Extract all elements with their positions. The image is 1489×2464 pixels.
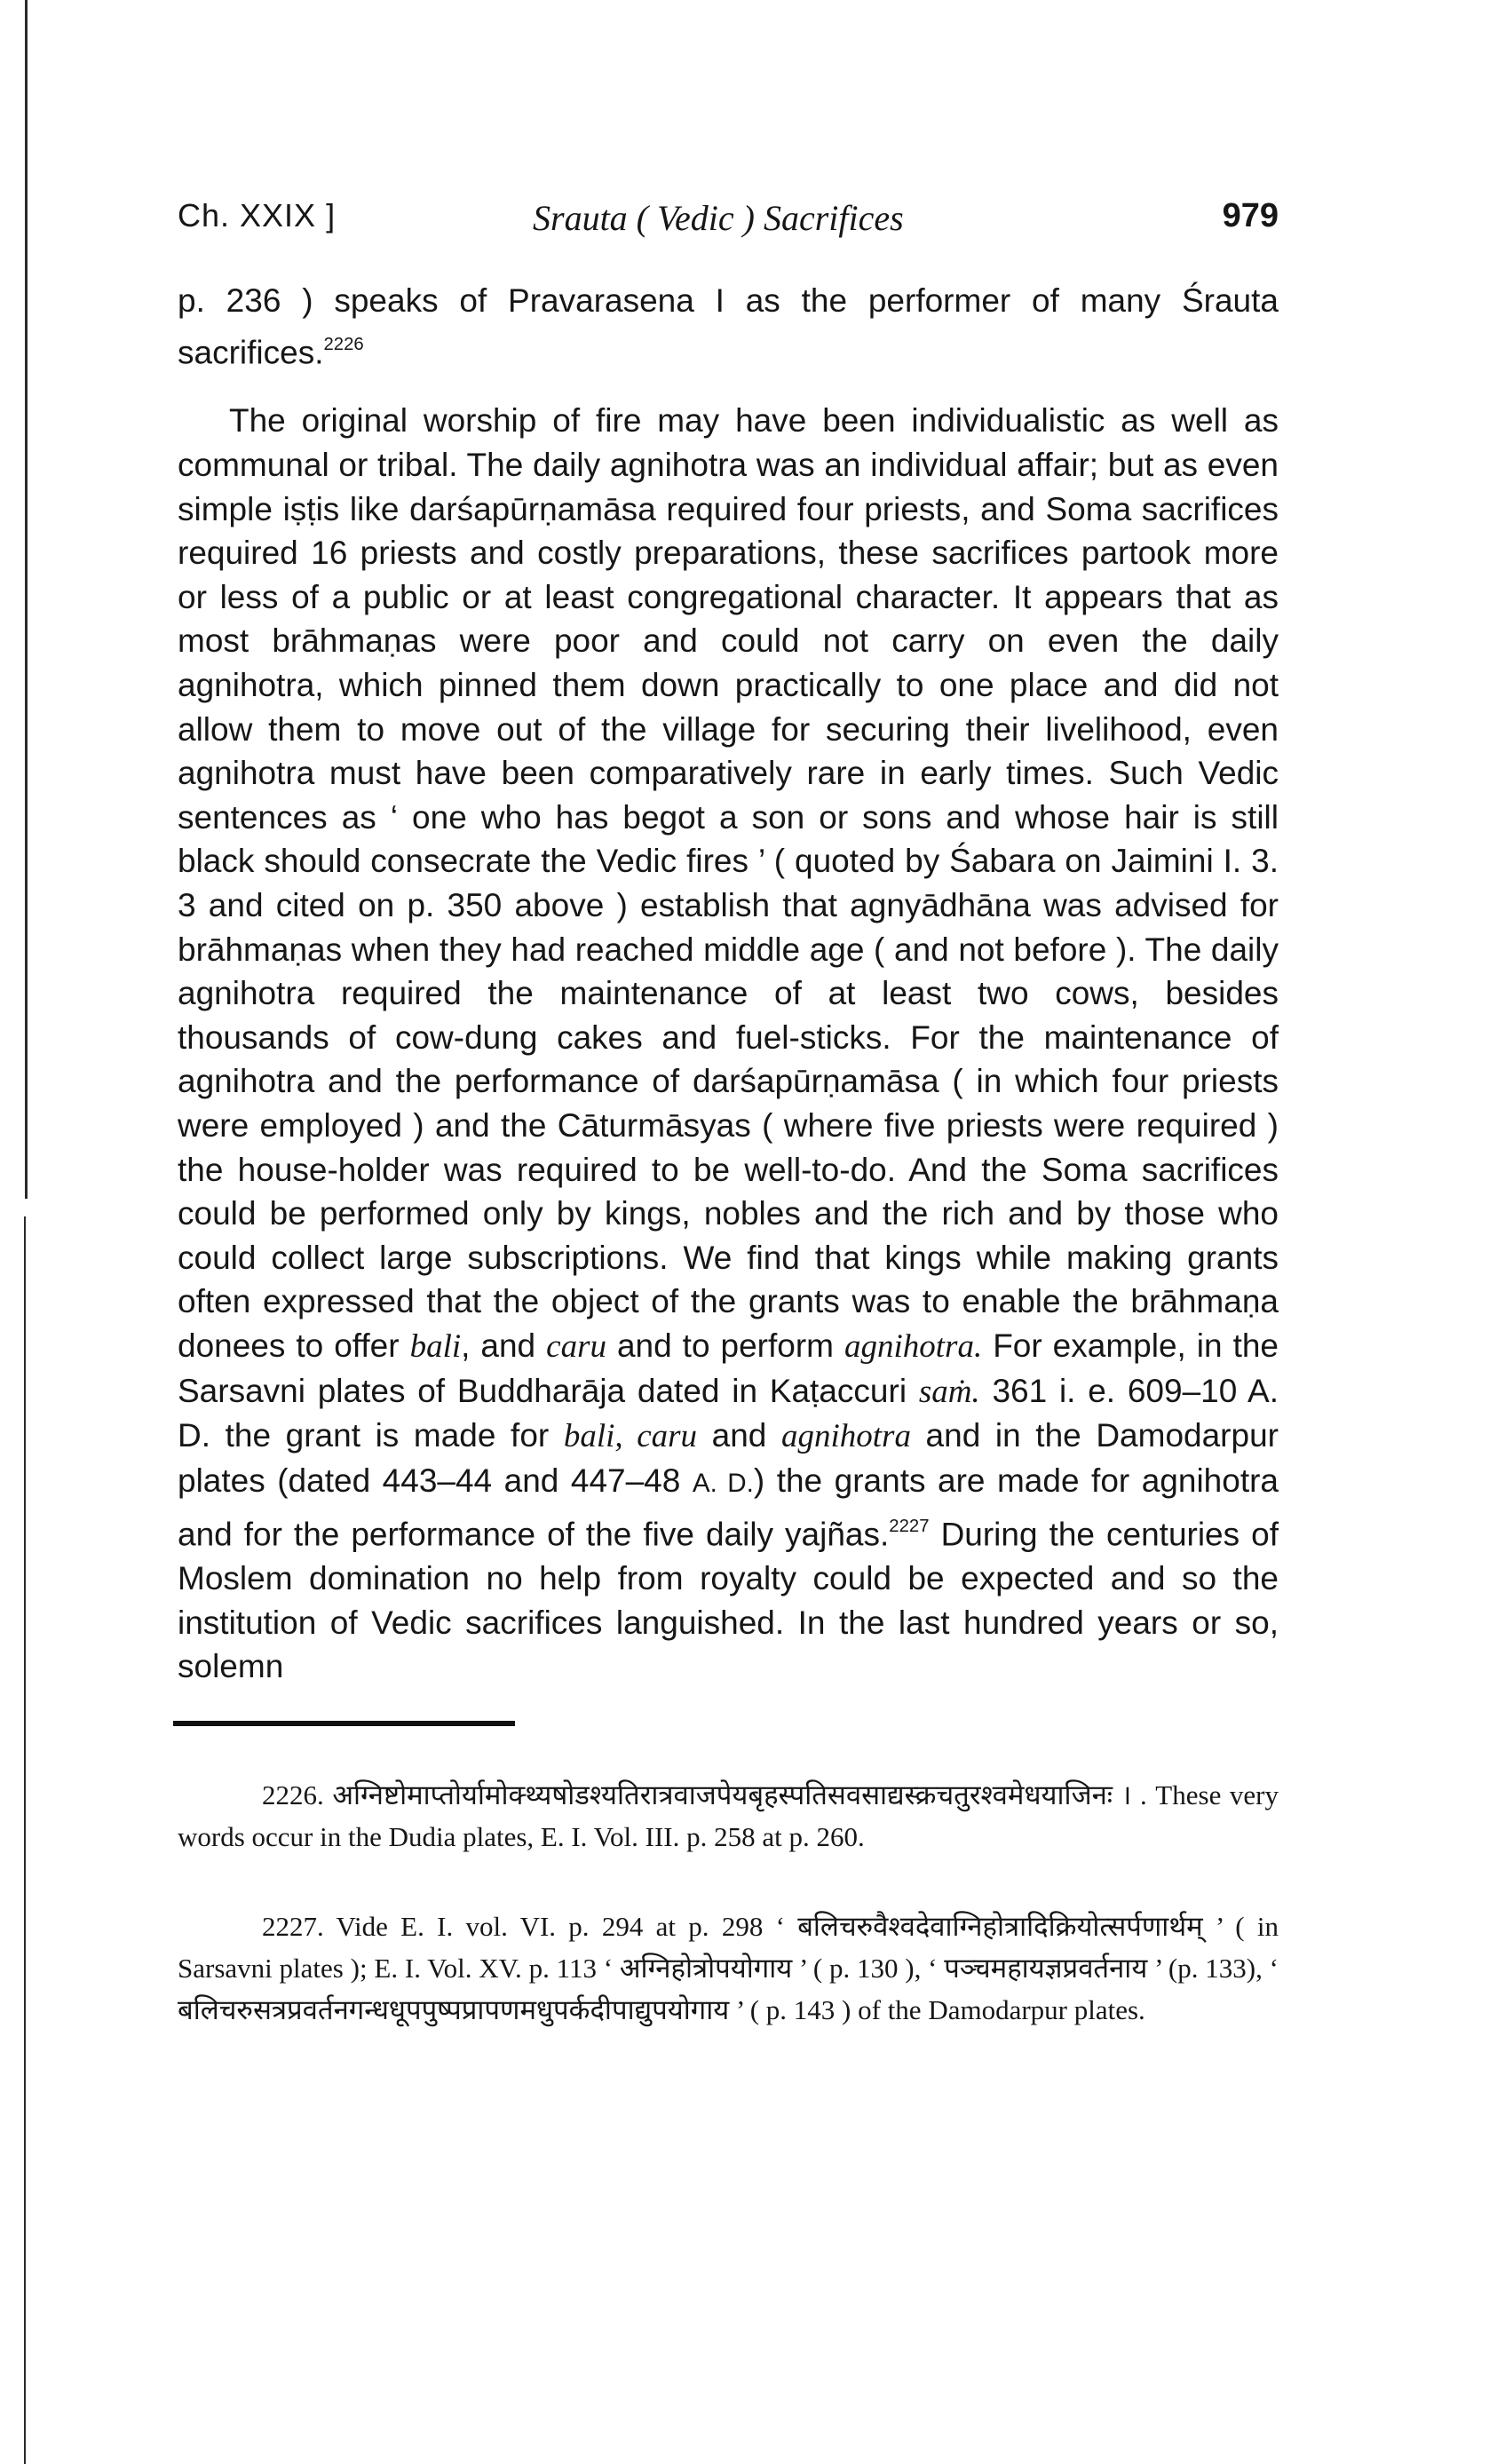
footnote-text: अग्निष्टोमाप्तोर्यामोक्थ्यषोडश्यतिरात्रवाजपेयबृहस्पतिसवसाद्यस्क्रचतुरश्वमेधयाजिनः । . These very words occur in the Dudia plates, E. I. Vol. III. p. 258 at p. 260.	[178, 1779, 1279, 1852]
footnote-ref-2226: 2226	[323, 334, 364, 354]
para2-text-7: and in the Damodarpur plates (dated 443–44 and 447–48	[178, 1417, 1279, 1499]
para2-text-2: , and	[461, 1327, 547, 1364]
para2-text-8: ) the grants are made for agnihotra and for the performance of the five daily yajñas.	[178, 1462, 1279, 1553]
page-header	[178, 197, 1279, 259]
para2-text-5: 361 i. e. 609–10 A. D. the grant is made for	[178, 1372, 1279, 1454]
para2-text-4: For example, in the Sarsavni plates of Buddharāja dated in Kaṭaccuri	[178, 1327, 1279, 1409]
book-page	[178, 197, 1279, 2031]
term-caru: caru	[546, 1327, 606, 1365]
para2-text-9: During the centuries of Moslem domination no help from royalty could be expected and so the institution of Vedic sacrifices languished. In the last hundred years or so, solemn	[178, 1516, 1279, 1685]
para2-text-1: The original worship of fire may have been individualistic as well as communal or tribal. The daily agnihotra was an individual affair; but as even simple iṣṭis like darśapūrṇamāsa required four priests, and Soma sacrifices required 16 priests and costly preparations, these sacrifices partook more or less of a public or at least congregational character. It appears that as most brāhmaṇas were poor and could not carry on even the daily agnihotra, which pinned them down practically to one place and did not allow them to move out of the village for securing their livelihood, even agnihotra must have been comparatively rare in early times. Such Vedic sentences as ‘ one who has begot a son or sons and whose hair is still black should consecrate the Vedic fires ’ ( quoted by Śabara on Jaimini I. 3. 3 and cited on p. 350 above ) establish that agnyādhāna was advised for brāhmaṇas when they had reached middle age ( and not before ). The daily agnihotra required the maintenance of at least two cows, besides thousands of cow-dung cakes and fuel-sticks. For the maintenance of agnihotra and the performance of darśapūrṇamāsa ( in which four priests were employed ) and the Cāturmāsyas ( where five priests were required ) the house-holder was required to be well-to-do. And the Soma sacrifices could be performed only by kings, nobles and the rich and by those who could collect large subscriptions. We find that kings while making grants often expressed that the object of the grants was to enable the brāhmaṇa donees to offer	[178, 402, 1279, 1364]
para2-text-3: and to perform	[606, 1327, 844, 1364]
paragraph-main	[178, 399, 1279, 1688]
footnote-text: Vide E. I. vol. VI. p. 294 at p. 298 ‘ बलिचरुवैश्वदेवाग्निहोत्रादिक्रियोत्सर्पणार्थम् ’ ( in Sarsavni plates ); E. I. Vol. XV. p. 113 ‘ अग्निहोत्रोपयोगाय ’ ( p. 130 ), ‘ पञ्चमहायज्ञप्रवर्तनाय ’ (p. 133), ‘ बलिचरुसत्रप्रवर्तनगन्धधूपपुष्पप्रापणमधुपर्कदीपाद्युपयोगाय ’ ( p. 143 ) of the Damodarpur plates.	[178, 1910, 1279, 2025]
paragraph-continuation	[178, 279, 1279, 374]
running-title: Srauta ( Vedic ) Sacrifices	[533, 198, 904, 238]
scan-edge-line-lower	[24, 1216, 26, 2464]
chapter-label: Ch. XXIX ]	[178, 197, 337, 234]
footnote-number: 2227.	[262, 1910, 324, 1942]
term-bali-caru: bali, caru	[563, 1418, 698, 1455]
scan-edge-line	[25, 0, 28, 1199]
term-agnihotra: agnihotra.	[844, 1327, 983, 1365]
footnote-divider	[173, 1721, 515, 1726]
term-sam: saṁ.	[918, 1373, 980, 1410]
footnote-ref-2227: 2227	[889, 1517, 930, 1537]
footnote-2227	[178, 1905, 1279, 2031]
footnote-number: 2226.	[262, 1779, 324, 1810]
term-agnihotra-2: agnihotra	[780, 1418, 911, 1455]
page-number: 979	[1222, 197, 1279, 234]
term-bali: bali	[409, 1327, 462, 1365]
era-ad: A. D.	[692, 1468, 754, 1498]
para1-text: p. 236 ) speaks of Pravarasena I as the performer of many Śrauta sacrifices.	[178, 282, 1279, 370]
para2-text-6: and	[697, 1417, 781, 1454]
footnote-2226	[178, 1774, 1279, 1858]
